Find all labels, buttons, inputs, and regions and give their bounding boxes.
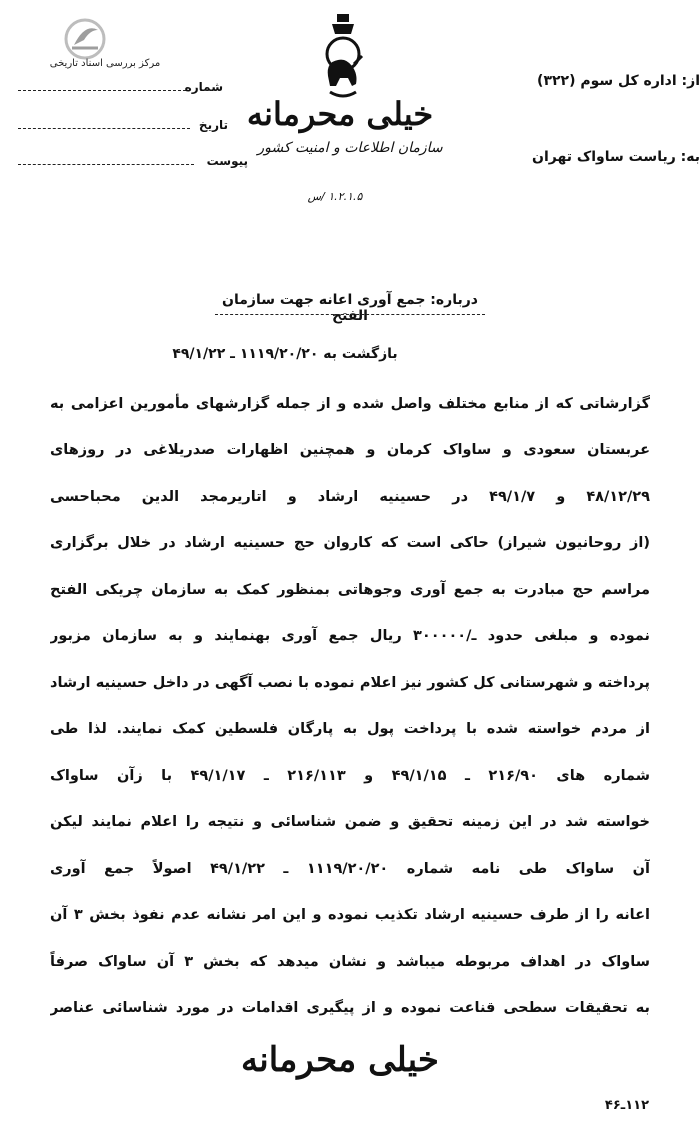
body-line: مراسم حج مبادرت به جمع آوری وجوهاتی بمنظور کمک به سازمان چریکی الفتح <box>50 582 650 598</box>
footer-classification: خیلی محرمانه <box>241 1040 439 1080</box>
body-line: (از روحانیون شیراز) حاکی است که کاروان حج حسینیه ارشاد در خلال برگزاری <box>50 535 650 551</box>
date-line <box>18 128 190 129</box>
number-label: شماره <box>184 80 223 94</box>
from-line: از: اداره کل سوم (۳۲۲) <box>537 73 700 89</box>
archive-logo-icon <box>60 18 110 60</box>
body-line: نموده و مبلغی حدود ـ/۳۰۰۰۰۰ ریال جمع آوری بهنمایند و به سازمان مزبور <box>50 628 650 644</box>
body-line: گزارشاتی که از منابع مختلف واصل شده و از جمله گزارشهای مأمورین اعزامی به <box>50 396 650 412</box>
body-line: ساواک در اهداف مربوطه میباشد و نشان میدهد که بخش ۳ آن ساواک صرفاً <box>50 954 650 970</box>
organization-name: سازمان اطلاعات و امنیت کشور <box>257 140 443 156</box>
body-line: شماره های ۲۱۶/۹۰ ـ ۴۹/۱/۱۵ و ۲۱۶/۱۱۳ ـ ۴۹/۱/۱۷ با زآن ساواک <box>50 768 650 784</box>
body-line: عربستان سعودی و ساواک کرمان و همچنین اظهارات صدریلاغی در روزهای <box>50 442 650 458</box>
attachment-label: پیوست <box>206 154 248 168</box>
body-line: پرداخته و شهرستانی کل کشور نیز اعلام نموده با نصب آگهی در داخل حسینیه ارشاد <box>50 675 650 691</box>
number-line <box>18 90 186 91</box>
date-field <box>18 118 228 136</box>
subject-underline <box>215 314 485 315</box>
body-line: ۴۸/۱۲/۲۹ و ۴۹/۱/۷ در حسینیه ارشاد و اتاریرمجد الدین محباحسی <box>50 489 650 505</box>
number-field <box>18 80 223 98</box>
reference-code: ۱.۲.۱.۵ /س <box>307 190 363 203</box>
body-line: به تحقیقات سطحی قناعت نموده و از پیگیری اقدامات در مورد شناسائی عناصر <box>50 1000 650 1016</box>
subject-line: درباره: جمع آوری اعانه جهت سازمان الفتح <box>222 292 478 324</box>
reference-line: بازگشت به ۱۱۱۹/۲۰/۲۰ ـ ۴۹/۱/۲۲ <box>172 346 398 362</box>
attachment-line <box>18 164 194 165</box>
classification-heading: خیلی محرمانه <box>246 95 434 133</box>
page-number: ۱۱۲ـ۴۶ <box>604 1098 650 1113</box>
body-line: اعانه را از طرف حسینیه ارشاد تکذیب نموده و این امر نشانه عدم نفوذ بخش ۳ آن <box>50 907 650 923</box>
body-line: آن ساواک طی نامه شماره ۱۱۱۹/۲۰/۲۰ ـ ۴۹/۱/۲۲ اصولاً جمع آوری <box>50 861 650 877</box>
archive-name: مرکز بررسی اسناد تاریخی <box>49 58 161 69</box>
body-line: خواسته شد در این زمینه تحقیق و ضمن شناسائی و نتیجه را اعلام نمایند لیکن <box>50 814 650 830</box>
attachment-field <box>18 154 248 172</box>
to-line: به: ریاست ساواک تهران <box>532 149 700 165</box>
body-line: از مردم خواسته شده با پرداخت پول به پارگان فلسطین کمک نمایند. لذا طی <box>50 721 650 737</box>
date-label: تاریخ <box>198 118 228 132</box>
